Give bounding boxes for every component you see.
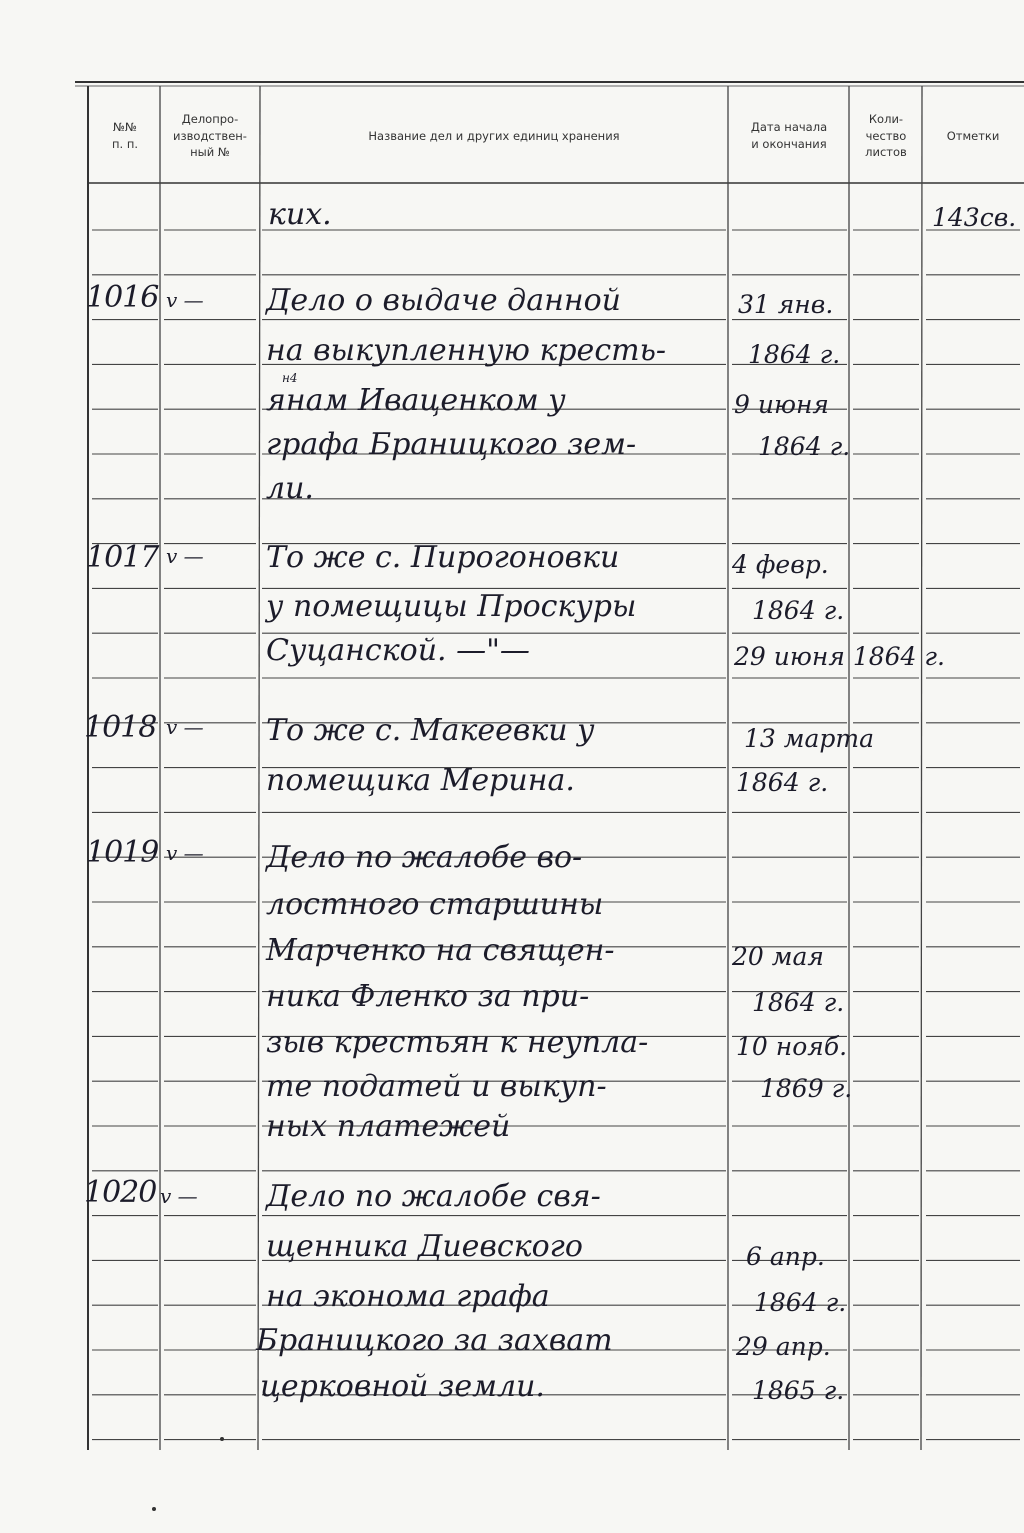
header-sheets: Коли- чество листов <box>865 111 907 160</box>
record-date: 10 нояб. <box>736 1032 848 1061</box>
record-date: 4 февр. <box>732 550 829 579</box>
record-check: v — <box>166 715 204 739</box>
record-date: 9 июня <box>734 390 829 419</box>
header-dates: Дата начала и окончания <box>750 120 828 151</box>
record-date: 20 мая <box>732 942 824 971</box>
record-title-line: Дело по жалобе свя- <box>266 1179 601 1214</box>
record-date: 1864 г. <box>754 1288 847 1317</box>
header-notes: Отметки <box>946 128 1000 143</box>
record-number: 1020 <box>84 1175 157 1210</box>
record-title-line: на эконома графа <box>266 1279 550 1314</box>
record-title-line: Дело о выдаче данной <box>266 283 621 318</box>
record-title-line: Браницкого за захват <box>256 1323 613 1358</box>
record-number: 1017 <box>86 540 159 575</box>
record-title-line: ника Фленко за при- <box>266 979 590 1014</box>
record-title-line: Суцанской. —"— <box>266 633 530 668</box>
record-date: 6 апр. <box>746 1242 825 1271</box>
record-title-line: щенника Диевского <box>266 1229 583 1264</box>
record-date: 29 апр. <box>736 1332 831 1361</box>
record-date: 1864 г. <box>752 596 845 625</box>
record-check: v — <box>166 288 204 312</box>
ink-speck <box>220 1437 224 1441</box>
record-title-line: те податей и выкуп- <box>266 1069 607 1104</box>
header-num: №№ п. п. <box>111 120 138 151</box>
ink-speck <box>152 1507 156 1511</box>
record-title-line: церковной земли. <box>260 1369 545 1404</box>
record-title-line: ных платежей <box>266 1109 511 1144</box>
record-date: 1864 г. <box>752 988 845 1017</box>
record-title-line: То же с. Пирогоновки <box>266 540 620 575</box>
record-check: v — <box>160 1184 198 1208</box>
record-title-line: То же с. Макеевки у <box>266 713 595 748</box>
record-check: v — <box>166 544 204 568</box>
record-date: 31 янв. <box>738 290 834 319</box>
record-title-line: лостного старшины <box>266 887 604 922</box>
record-title-line: помещика Мерина. <box>266 763 575 798</box>
record-title-line: ли. <box>266 471 314 506</box>
carryover-title: ких. <box>268 197 332 232</box>
record-title-line: графа Браницкого зем- <box>266 427 637 462</box>
header-office-num: Делопро- изводствен- ный № <box>173 111 247 160</box>
carryover-notes: 143св. <box>932 203 1017 232</box>
record-date: 1864 г. <box>748 340 841 369</box>
record-date: 1869 г. <box>760 1074 853 1103</box>
record-title-line: янам Иваценком у <box>266 383 566 418</box>
record-title-line: зыв крестьян к неупла- <box>266 1025 649 1060</box>
record-date: 1864 г. <box>736 768 829 797</box>
record-check: v — <box>166 841 204 865</box>
header-title: Название дел и других единиц хранения <box>368 128 620 143</box>
record-number: 1019 <box>86 835 159 870</box>
record-date: 1864 г. <box>758 432 851 461</box>
record-number: 1018 <box>84 710 157 745</box>
record-date: 1865 г. <box>752 1376 845 1405</box>
record-title-line: на выкупленную кресть- <box>266 333 667 368</box>
record-number: 1016 <box>86 280 159 315</box>
record-correction: н4 <box>282 371 298 385</box>
record-title-line: Дело по жалобе во- <box>266 840 583 875</box>
record-title-line: у помещицы Проскуры <box>266 589 637 624</box>
record-date: 29 июня 1864 г. <box>734 642 945 671</box>
record-title-line: Марченко на священ- <box>266 933 615 968</box>
record-date: 13 марта <box>744 724 875 753</box>
